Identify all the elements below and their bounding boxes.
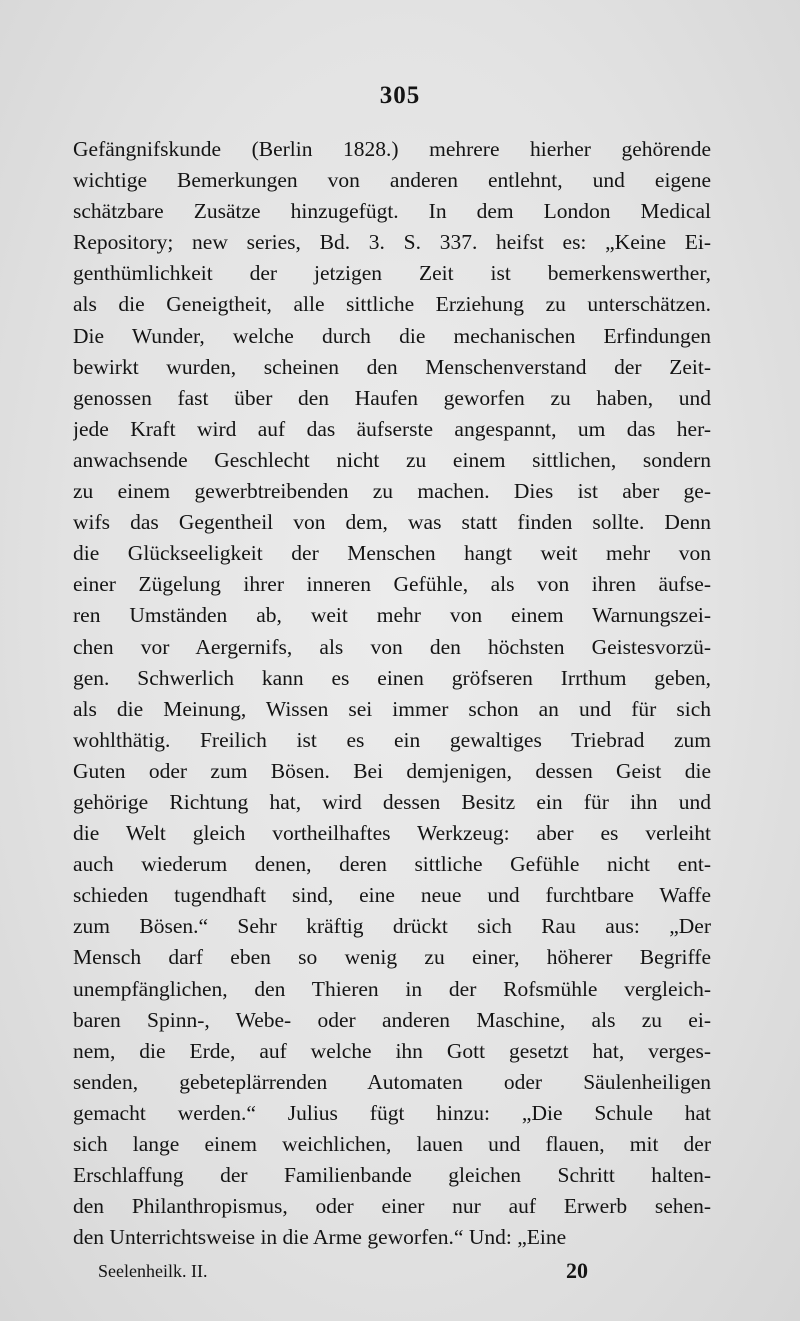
text-line: anwachsende Geschlecht nicht zu einem sittlichen, sondern [73,447,711,472]
text-line: als die Meinung, Wissen sei immer schon an und für sich [73,696,711,721]
text-line: die Glückseeligkeit der Menschen hangt weit mehr von [73,541,711,566]
text-line: schätzbare Zusätze hinzugefügt. In dem London Medical [73,199,711,224]
text-line: gehörige Richtung hat, wird dessen Besitz ein für ihn und [73,789,711,814]
text-line: auch wiederum denen, deren sittliche Gefühle nicht ent- [73,852,711,877]
text-line: Guten oder zum Bösen. Bei demjenigen, dessen Geist die [73,758,711,783]
text-line: Erschlaffung der Familienbande gleichen Schritt halten- [73,1163,711,1188]
text-line: sich lange einem weichlichen, lauen und flauen, mit der [73,1132,711,1156]
text-line: unempfänglichen, den Thieren in der Rofsmühle vergleich- [73,976,711,1001]
text-line: gemacht werden.“ Julius fügt hinzu: „Die Schule hat [73,1100,711,1125]
text-line: die Welt gleich vortheilhaftes Werkzeug: aber es verleiht [73,821,711,846]
text-line: Repository; new series, Bd. 3. S. 337. heifst es: „Keine Ei- [73,230,711,255]
text-line: wohlthätig. Freilich ist es ein gewaltiges Triebrad zum [73,727,711,752]
page-footer [98,1256,588,1286]
text-line: zum Bösen.“ Sehr kräftig drückt sich Rau aus: „Der [73,914,711,939]
text-line: Mensch darf eben so wenig zu einer, höherer Begriffe [73,945,711,970]
text-line: bewirkt wurden, scheinen den Menschenverstand der Zeit- [73,354,711,379]
text-line: gen. Schwerlich kann es einen gröfseren Irrthum geben, [73,665,711,690]
page-number: 305 [379,82,421,109]
text-line: senden, gebeteplärrenden Automaten oder Säulenheiligen [73,1069,711,1094]
text-line: zu einem gewerbtreibenden zu machen. Dies ist aber ge- [73,479,711,504]
text-line: den Philanthropismus, oder einer nur auf Erwerb sehen- [73,1194,711,1219]
text-line: Gefängnifskunde (Berlin 1828.) mehrere hierher gehörende [73,137,711,161]
text-line: wifs das Gegentheil von dem, was statt finden sollte. Denn [73,510,711,535]
text-line: Die Wunder, welche durch die mechanischen Erfindungen [73,323,711,348]
sheet-number: 20 [566,1258,588,1283]
text-line: genthümlichkeit der jetzigen Zeit ist bemerkenswerther, [73,261,711,286]
text-line: wichtige Bemerkungen von anderen entlehnt, und eigene [73,168,711,193]
signature-mark: Seelenheilk. II. [98,1261,208,1281]
body-text [73,134,711,1253]
text-line: den Unterrichtsweise in die Arme geworfen.“ Und: „Eine [73,1225,567,1250]
text-line: einer Zügelung ihrer inneren Gefühle, als von ihren äufse- [73,572,711,597]
text-line: jede Kraft wird auf das äufserste angespannt, um das her- [73,416,711,441]
text-line: schieden tugendhaft sind, eine neue und furchtbare Waffe [73,883,711,908]
text-line: genossen fast über den Haufen geworfen zu haben, und [73,385,711,410]
text-line: als die Geneigtheit, alle sittliche Erziehung zu unterschätzen. [73,292,711,317]
text-line: baren Spinn-, Webe- oder anderen Maschine, als zu ei- [73,1007,711,1032]
text-line: nem, die Erde, auf welche ihn Gott gesetzt hat, verges- [73,1038,711,1063]
text-line: chen vor Aergernifs, als von den höchsten Geistesvorzü- [73,634,711,659]
text-line: ren Umständen ab, weit mehr von einem Warnungszei- [73,603,711,628]
